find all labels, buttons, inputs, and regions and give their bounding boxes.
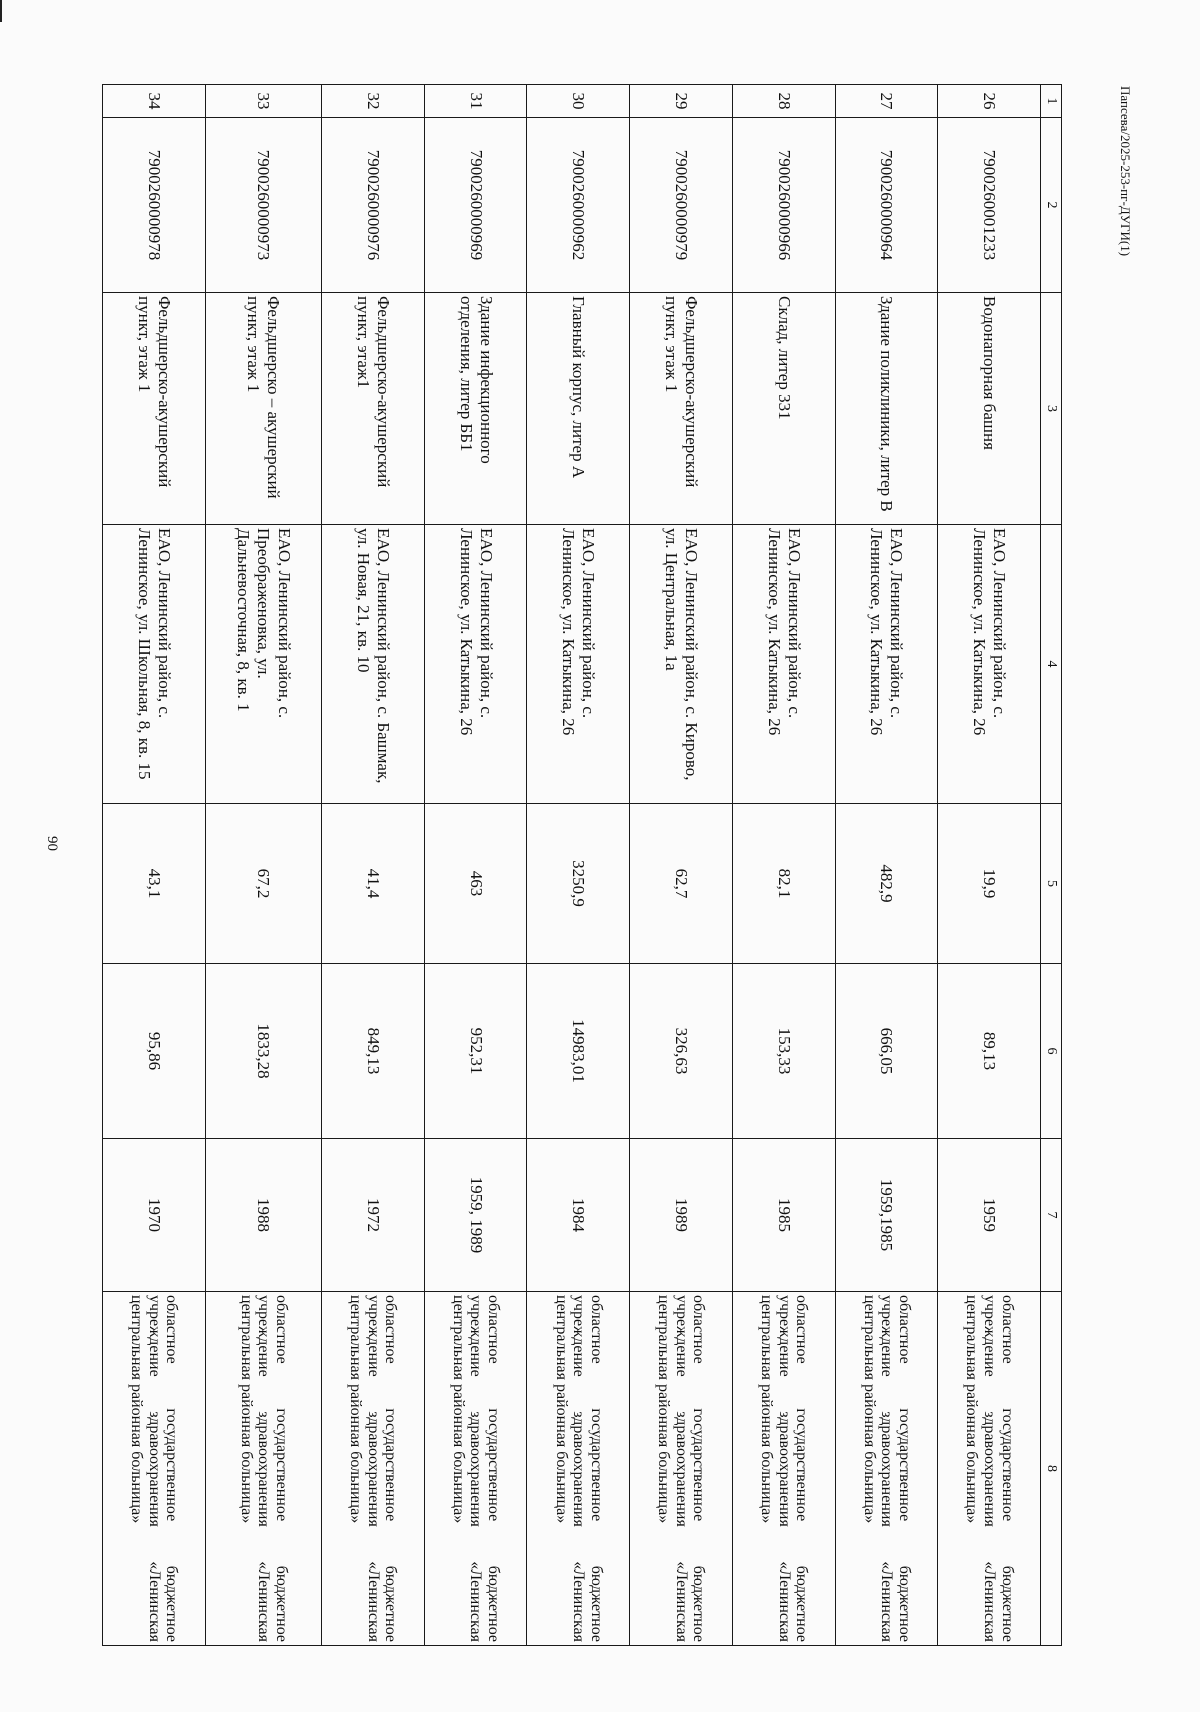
- object-name: Фельдшерско – акушерский пункт, этаж 1: [205, 293, 321, 525]
- table-row: [205, 85, 321, 1646]
- registry-number: 7900260000969: [424, 118, 527, 293]
- object-area: 19,9: [938, 804, 1041, 964]
- registry-number: 7900260000973: [205, 118, 321, 293]
- object-year: 1972: [322, 1139, 425, 1292]
- object-name: Фельдшерско-акушерский пункт, этаж 1: [103, 293, 206, 525]
- object-value: 14983,01: [527, 964, 630, 1139]
- object-value: 95,86: [103, 964, 206, 1139]
- object-name: Фельдшерско-акушерский пункт, этаж 1: [630, 293, 733, 525]
- row-number: 30: [527, 85, 630, 118]
- object-holder: областное государственное бюджетное учреждение здравоохранения «Ленинская центральная районная больница»: [630, 1292, 733, 1646]
- registry-number: 7900260000966: [732, 118, 835, 293]
- row-number: 33: [205, 85, 321, 118]
- column-header: 7: [1041, 1139, 1062, 1292]
- table-row: [322, 85, 425, 1646]
- object-value: 1833,28: [205, 964, 321, 1139]
- object-value: 849,13: [322, 964, 425, 1139]
- column-number-row: [1041, 85, 1062, 1646]
- object-year: 1970: [103, 1139, 206, 1292]
- object-year: 1959,1985: [835, 1139, 938, 1292]
- object-year: 1985: [732, 1139, 835, 1292]
- object-name: Склад, литер 331: [732, 293, 835, 525]
- object-address: ЕАО, Ленинский район, с. Ленинское, ул. Школьная, 8, кв. 15: [103, 525, 206, 804]
- object-year: 1984: [527, 1139, 630, 1292]
- registry-number: 7900260000964: [835, 118, 938, 293]
- object-name: Водонапорная башня: [938, 293, 1041, 525]
- object-value: 153,33: [732, 964, 835, 1139]
- column-header: 5: [1041, 804, 1062, 964]
- registry-number: 7900260000962: [527, 118, 630, 293]
- object-holder: областное государственное бюджетное учреждение здравоохранения «Ленинская центральная районная больница»: [527, 1292, 630, 1646]
- column-header: 4: [1041, 525, 1062, 804]
- table-row: [938, 85, 1041, 1646]
- object-holder: областное государственное бюджетное учреждение здравоохранения «Ленинская центральная районная больница»: [103, 1292, 206, 1646]
- object-holder: областное государственное бюджетное учреждение здравоохранения «Ленинская центральная районная больница»: [205, 1292, 321, 1646]
- object-address: ЕАО, Ленинский район, с. Ленинское, ул. Катыкина, 26: [732, 525, 835, 804]
- column-header: 8: [1041, 1292, 1062, 1646]
- table-row: [527, 85, 630, 1646]
- object-name: Здание поликлиники, литер В: [835, 293, 938, 525]
- table-row: [424, 85, 527, 1646]
- object-address: ЕАО, Ленинский район, с. Ленинское, ул. Катыкина, 26: [527, 525, 630, 804]
- object-address: ЕАО, Ленинский район, с. Ленинское, ул. Катыкина, 26: [938, 525, 1041, 804]
- object-area: 482,9: [835, 804, 938, 964]
- object-value: 952,31: [424, 964, 527, 1139]
- object-area: 41,4: [322, 804, 425, 964]
- object-year: 1989: [630, 1139, 733, 1292]
- object-holder: областное государственное бюджетное учреждение здравоохранения «Ленинская центральная районная больница»: [424, 1292, 527, 1646]
- row-number: 28: [732, 85, 835, 118]
- object-area: 463: [424, 804, 527, 964]
- object-address: ЕАО, Ленинский район, с. Преображеновка, ул. Дальневосточная, 8, кв. 1: [205, 525, 321, 804]
- property-table-container: [102, 84, 1062, 1645]
- object-value: 666,05: [835, 964, 938, 1139]
- object-holder: областное государственное бюджетное учреждение здравоохранения «Ленинская центральная районная больница»: [938, 1292, 1041, 1646]
- row-number: 32: [322, 85, 425, 118]
- object-value: 326,63: [630, 964, 733, 1139]
- object-area: 62,7: [630, 804, 733, 964]
- column-header: 3: [1041, 293, 1062, 525]
- object-area: 67,2: [205, 804, 321, 964]
- object-name: Здание инфекционного отделения, литер ББ1: [424, 293, 527, 525]
- row-number: 34: [103, 85, 206, 118]
- property-table: [102, 84, 1062, 1646]
- page-number: 90: [44, 836, 60, 851]
- registry-number: 7900260001233: [938, 118, 1041, 293]
- object-address: ЕАО, Ленинский район, с. Башмак, ул. Новая, 21, кв. 10: [322, 525, 425, 804]
- object-address: ЕАО, Ленинский район, с. Ленинское, ул. Катыкина, 26: [835, 525, 938, 804]
- row-number: 27: [835, 85, 938, 118]
- object-year: 1959, 1989: [424, 1139, 527, 1292]
- object-holder: областное государственное бюджетное учреждение здравоохранения «Ленинская центральная районная больница»: [322, 1292, 425, 1646]
- row-number: 26: [938, 85, 1041, 118]
- object-holder: областное государственное бюджетное учреждение здравоохранения «Ленинская центральная районная больница»: [732, 1292, 835, 1646]
- object-value: 89,13: [938, 964, 1041, 1139]
- object-name: Главный корпус, литер А: [527, 293, 630, 525]
- table-row: [835, 85, 938, 1646]
- object-year: 1988: [205, 1139, 321, 1292]
- object-area: 43,1: [103, 804, 206, 964]
- table-row: [630, 85, 733, 1646]
- object-area: 82,1: [732, 804, 835, 964]
- column-header: 1: [1041, 85, 1062, 118]
- column-header: 6: [1041, 964, 1062, 1139]
- scan-edge-mark: [0, 0, 2, 22]
- object-address: ЕАО, Ленинский район, с. Кирово, ул. Центральная, 1а: [630, 525, 733, 804]
- row-number: 31: [424, 85, 527, 118]
- registry-number: 7900260000976: [322, 118, 425, 293]
- registry-number: 7900260000978: [103, 118, 206, 293]
- registry-number: 7900260000979: [630, 118, 733, 293]
- object-area: 3250,9: [527, 804, 630, 964]
- row-number: 29: [630, 85, 733, 118]
- table-row: [103, 85, 206, 1646]
- table-row: [732, 85, 835, 1646]
- object-name: Фельдшерско-акушерский пункт, этаж1: [322, 293, 425, 525]
- object-holder: областное государственное бюджетное учреждение здравоохранения «Ленинская центральная районная больница»: [835, 1292, 938, 1646]
- object-address: ЕАО, Ленинский район, с. Ленинское, ул. Катыкина, 26: [424, 525, 527, 804]
- object-year: 1959: [938, 1139, 1041, 1292]
- document-footer-code: Папсева/2025-253-пг-ДУГИ(1): [1118, 86, 1133, 257]
- column-header: 2: [1041, 118, 1062, 293]
